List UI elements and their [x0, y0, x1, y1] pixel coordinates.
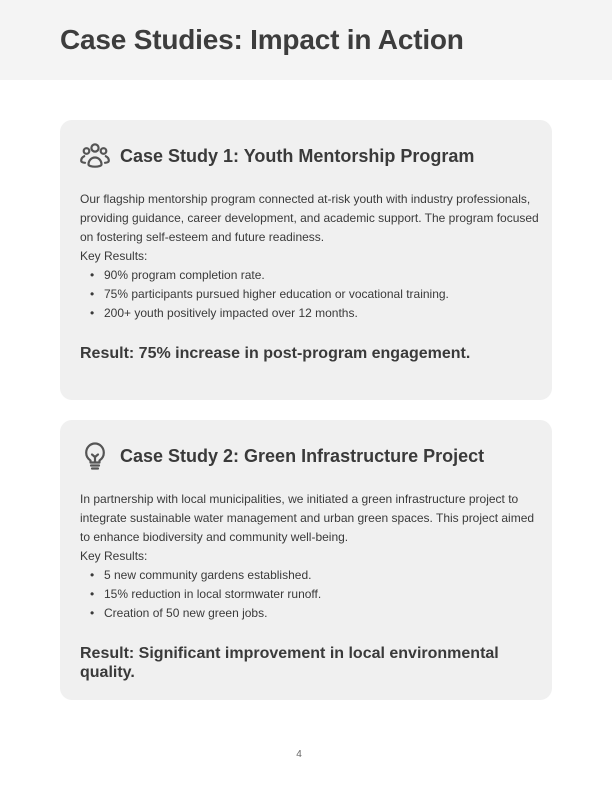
key-result-item: • 15% reduction in local stormwater runoff. [90, 585, 540, 604]
page-title: Case Studies: Impact in Action [60, 24, 464, 55]
case-study-description: Our flagship mentorship program connected at-risk youth with industry professionals, providing guidance, career development, and academic support. The program focused on fostering self-esteem and future readiness. [80, 192, 539, 244]
key-result-item: • 200+ youth positively impacted over 12 months. [90, 304, 540, 323]
case-study-body [80, 190, 540, 323]
key-result-item: • Creation of 50 new green jobs. [90, 604, 540, 623]
case-study-body [80, 490, 540, 623]
lightbulb-icon [80, 442, 112, 470]
key-result-item: • 5 new community gardens established. [90, 566, 540, 585]
page-header [0, 0, 612, 80]
users-group-icon [80, 142, 112, 170]
case-study-heading [80, 142, 474, 170]
key-results-list [80, 266, 540, 323]
key-results-list [80, 566, 540, 623]
case-study-card-1 [60, 120, 552, 400]
case-study-result: Result: Significant improvement in local environmental quality. [80, 645, 499, 681]
case-study-description: In partnership with local municipalities, we initiated a green infrastructure project to integrate sustainable water management and urban green spaces. This project aimed to enhance biodiversity and community well-being. [80, 492, 535, 544]
key-results-label: Key Results: [80, 249, 148, 263]
case-study-card-2 [60, 420, 552, 700]
key-result-item: • 90% program completion rate. [90, 266, 540, 285]
key-result-item: • 75% participants pursued higher education or vocational training. [90, 285, 540, 304]
case-study-result: Result: 75% increase in post-program engagement. [80, 345, 471, 362]
case-study-title: Case Study 2: Green Infrastructure Project [120, 446, 485, 466]
case-study-heading [80, 442, 484, 470]
case-study-title: Case Study 1: Youth Mentorship Program [120, 146, 475, 166]
key-results-label: Key Results: [80, 549, 148, 563]
page-number: 4 [296, 749, 302, 760]
